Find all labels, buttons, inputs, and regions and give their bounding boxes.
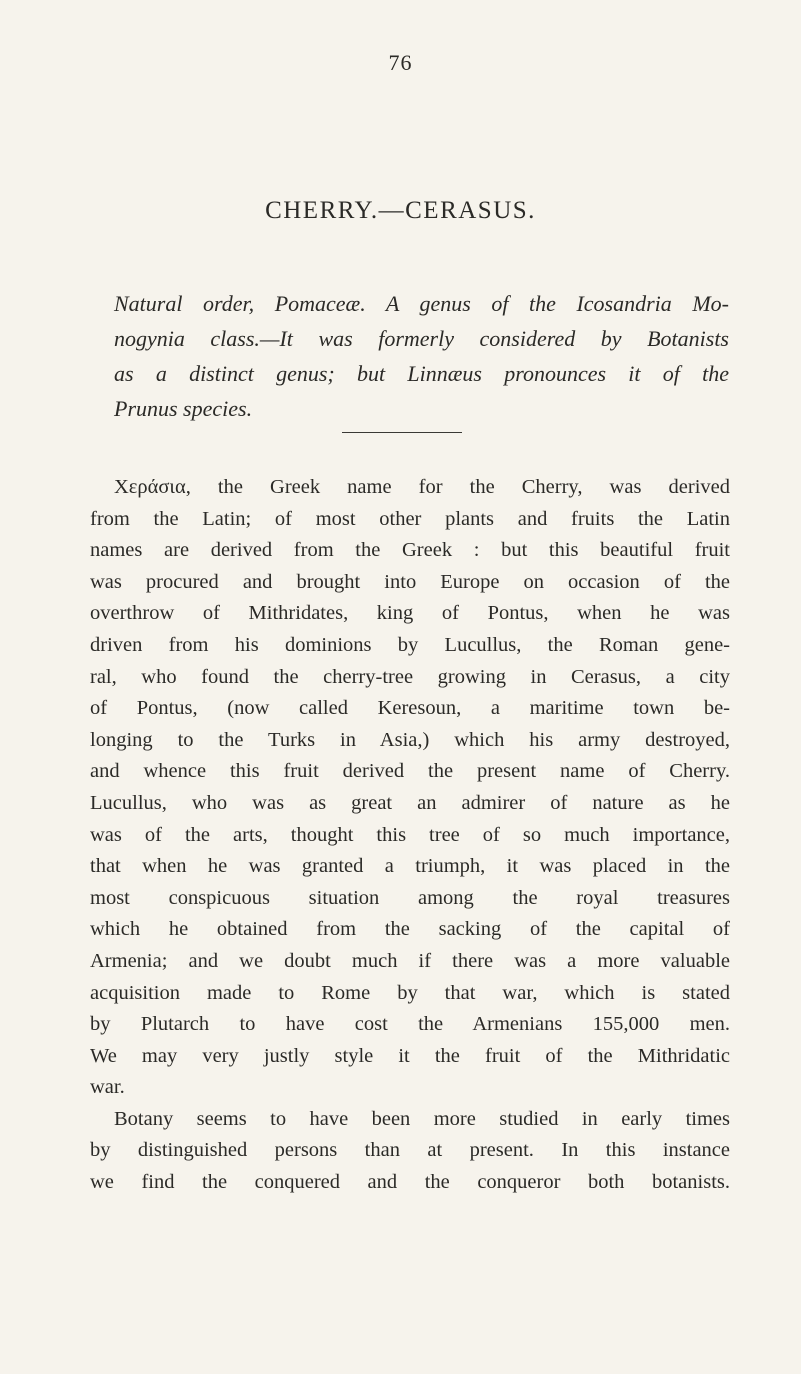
paragraph-1-line: names are derived from the Greek : but this beautiful fruit [90, 539, 730, 562]
paragraph-1-line: of Pontus, (now called Keresoun, a maritime town be- [90, 697, 730, 720]
paragraph-1-line: We may very justly style it the fruit of the Mithridatic [90, 1044, 730, 1067]
intro-line: Natural order, Pomaceæ. A genus of the Icosandria Mo- [114, 291, 729, 316]
paragraph-1-line: by Plutarch to have cost the Armenians 155,000 men. [90, 1013, 730, 1036]
page-title: CHERRY.—CERASUS. [265, 197, 536, 224]
paragraph-1-line: acquisition made to Rome by that war, which is stated [90, 981, 730, 1004]
paragraph-2-line: Botany seems to have been more studied in early times [114, 1107, 730, 1130]
paragraph-1-line: was of the arts, thought this tree of so much importance, [90, 823, 730, 846]
intro-paragraph [114, 286, 729, 426]
paragraph-1-line: was procured and brought into Europe on occasion of the [90, 570, 730, 593]
paragraph-1-line: from the Latin; of most other plants and fruits the Latin [90, 507, 730, 530]
intro-line: nogynia class.—It was formerly considered by Botanists [114, 326, 729, 351]
paragraph-2-line: we find the conquered and the conqueror both botanists. [90, 1171, 730, 1194]
body-text [90, 472, 730, 1199]
paragraph-1-line: longing to the Turks in Asia,) which his army destroyed, [90, 728, 730, 751]
paragraph-1-line: and whence this fruit derived the present name of Cherry. [90, 760, 730, 783]
paragraph-1-line: Χεράσια, the Greek name for the Cherry, was derived [114, 476, 730, 498]
paragraph-1-line: most conspicuous situation among the royal treasures [90, 886, 730, 909]
paragraph-1-line: war. [90, 1076, 125, 1099]
intro-line: as a distinct genus; but Linnæus pronounces it of the [114, 361, 729, 386]
paragraph-1-line: Armenia; and we doubt much if there was a more valuable [90, 949, 730, 972]
paragraph-1-line: which he obtained from the sacking of the capital of [90, 918, 730, 941]
paragraph-2-line: by distinguished persons than at present. In this instance [90, 1139, 730, 1162]
page-number: 76 [388, 50, 413, 75]
paragraph-1-line: driven from his dominions by Lucullus, the Roman gene- [90, 633, 730, 656]
paragraph-1-line: overthrow of Mithridates, king of Pontus, when he was [90, 602, 730, 625]
section-divider [342, 432, 462, 433]
paragraph-1-line: that when he was granted a triumph, it was placed in the [90, 855, 730, 878]
intro-line: Prunus species. [114, 396, 253, 421]
paragraph-1-line: Lucullus, who was as great an admirer of nature as he [90, 791, 730, 814]
paragraph-1-line: ral, who found the cherry-tree growing in Cerasus, a city [90, 665, 730, 688]
